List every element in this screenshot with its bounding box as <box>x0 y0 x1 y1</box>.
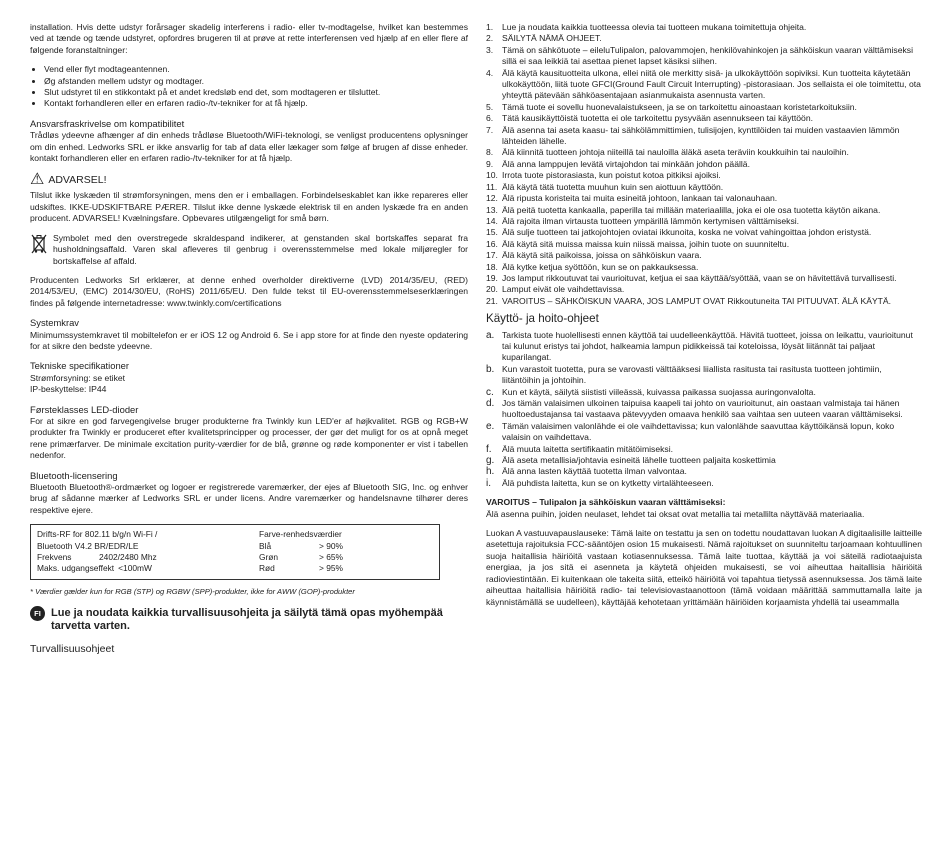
item-number: 7. <box>486 124 494 135</box>
item-text: Jos tämän valaisimen ulkoinen taipuisa kaapeli tai johto on vaurioitunut, ain oastaan valmistaja tai hänen huoltoedustajansa tai vastaava pätevyyden omaava henkilö saa vaihtaa sen uuteen vaaran välttämiseksi. <box>502 398 903 420</box>
item-number: 19. <box>486 272 498 283</box>
list-item <box>486 227 922 238</box>
item-number: c. <box>486 386 494 398</box>
list-item <box>486 147 922 158</box>
color-value: > 65% <box>319 552 343 563</box>
item-text: Kun et käytä, säilytä siististi viileässä, kuivassa paikassa suojassa auringonvalolta. <box>502 386 816 397</box>
item-number: e. <box>486 420 495 432</box>
item-text: Lamput eivät ole vaihdettavissa. <box>502 284 625 295</box>
rf-line: Drifts-RF for 802.11 b/g/n Wi-Fi / <box>37 529 158 540</box>
safety-list <box>486 22 922 307</box>
specs-table <box>30 524 440 580</box>
color-row <box>259 552 433 563</box>
weee-paragraph: Symbolet med den overstregede skraldespand indikerer, at genstanden skal bortskaffes separat fra husholdningsaffald. Varen skal afleveres til genbrug i overensstemmelse med lokale miljøregler for bortskaffelse af affald. <box>53 232 468 266</box>
rf-line: Bluetooth V4.2 BR/EDR/LE <box>37 540 139 551</box>
item-text: Älä puhdista laitetta, kun se on kytketty virtalähteeseen. <box>502 477 714 488</box>
item-text: Tarkista tuote huolellisesti ennen käyttöä tai uudelleenkäyttöä. Hävitä tuotteet, joissa on leikattu, vaurioitunut tai kulunut eristys tai johdot, halkeamia lampun pidikkeissä tai koteloissa, löysät liitännät tai paljaat kuparilangat. <box>502 329 913 363</box>
item-text: Tämän valaisimen valonlähde ei ole vaihdettavissa; kun valonlähde saavuttaa käyttöikänsä lopun, koko valaisin on vaihdettava. <box>502 420 895 443</box>
led-paragraph: For at sikre en god farvegengivelse bruger produkterne fra Twinkly kun LED'er af højkvalitet. RGB og RGB+W produkter fra Twinkly er produceret efter kvalitetsprincipper og processer, der gør det muligt for os at opnå meget rene primærfarver. De minimale excitation purity-værdier for de blå, grønne og røde komponenter er vist i tabellen nedenfor. <box>30 415 468 461</box>
list-item: • Øg afstanden mellem udstyr og modtager. <box>44 76 468 87</box>
list-item: • Slut udstyret til en stikkontakt på et andet kredsløb end det, som modtageren er tilsluttet. <box>44 87 468 98</box>
item-number: 6. <box>486 113 494 124</box>
colors-title: Farve-renhedsværdier <box>259 529 342 540</box>
warning-paragraph: Tilslut ikke lyskæden til strømforsyningen, mens den er i emballagen. Forbindelseskablet kan ikke repareres eller udskiftes. IKKE-UDSKIFTBARE PÆRER. Tilslut ikke denne lyskæde elektrisk til en anden lyskæde fra en anden producent. ADVARSEL! Kvælningsfare. Opbevares utilgængeligt for små børn. <box>30 190 468 224</box>
item-number: 14. <box>486 215 498 226</box>
safety-heading: Turvallisuusohjeet <box>30 643 115 656</box>
list-item <box>486 455 922 466</box>
item-number: 20. <box>486 284 498 295</box>
left-column <box>30 22 468 656</box>
rf-specs-cell <box>31 525 254 580</box>
color-name: Rød <box>259 563 275 574</box>
item-text: Jos lamput rikkoutuvat tai vaurioituvat, ketjua ei saa käyttää/syöttää, vaan se on hävitettävä turvallisesti. <box>502 272 897 283</box>
item-text: Älä ripusta koristeita tai muita esineitä johtoon, lankaan tai valonauhaan. <box>502 193 778 204</box>
item-number: 11. <box>486 181 498 192</box>
tech-heading: Tekniske specifikationer <box>30 360 130 372</box>
led-heading: Førsteklasses LED-dioder <box>30 403 139 415</box>
list-item <box>486 68 922 102</box>
bt-heading: Bluetooth-licensering <box>30 469 118 481</box>
item-text: Älä anna lasten käyttää tuotetta ilman valvontaa. <box>502 466 687 477</box>
list-item <box>486 330 922 364</box>
freq-value: 2402/2480 Mhz <box>99 552 157 563</box>
power-row <box>37 563 247 574</box>
list-item <box>486 102 922 113</box>
list-item <box>486 421 922 444</box>
item-text: Älä muuta laitetta sertifikaatin mitätöimiseksi. <box>502 443 673 454</box>
item-number: 9. <box>486 158 494 169</box>
color-value: > 95% <box>319 563 343 574</box>
list-item <box>486 250 922 261</box>
weee-block <box>30 233 468 267</box>
item-text: Älä käytä sitä paikoissa, joissa on sähköiskun vaara. <box>502 250 702 261</box>
item-text: SÄILYTÄ NÄMÄ OHJEET. <box>502 33 602 44</box>
right-column <box>486 22 922 616</box>
care-heading: Käyttö- ja hoito-ohjeet <box>486 312 599 326</box>
list-item <box>486 113 922 124</box>
item-text: Älä käytä tätä tuotetta muuhun kuin sen aiottuun käyttöön. <box>502 181 724 192</box>
caution-heading: VAROITUS – Tulipalon ja sähköiskun vaaran välttämiseksi: <box>486 497 726 508</box>
color-purity-cell <box>253 525 440 580</box>
list-item <box>486 182 922 193</box>
fi-heading: Lue ja noudata kaikkia turvallisuusohjeita ja säilytä tämä opas myöhempää tarvetta varten. <box>51 607 443 632</box>
list-item <box>486 170 922 181</box>
color-row <box>259 563 433 574</box>
tech-line: IP-beskyttelse: IP44 <box>30 384 107 395</box>
table-footnote: * Værdier gælder kun for RGB (STP) og RGBW (SPP)-produkter, ikke for AWW (GOP)-produkter <box>30 586 355 596</box>
color-name: Blå <box>259 540 272 551</box>
list-item <box>486 273 922 284</box>
item-number: 5. <box>486 101 494 112</box>
disclaimer-paragraph: Trådløs ydeevne afhænger af din enheds trådløse Bluetooth/WiFi-teknologi, se venligst producentens oplysninger om din enhed. Ledworks SRL er ikke ansvarlig for tab af data eller lækager som følge af brugen af disse enheder. kontakt forhandleren eller en erfaren radio-/tv-tekniker for at få hjælp. <box>30 130 468 164</box>
item-number: 8. <box>486 147 494 158</box>
item-number: 17. <box>486 250 498 261</box>
item-number: 21. <box>486 295 498 306</box>
list-item <box>486 466 922 477</box>
color-name: Grøn <box>259 552 279 563</box>
list-item <box>486 22 922 33</box>
item-text: Älä kiinnitä tuotteen johtoja niiteillä tai nauloilla äläkä aseta teräviin koukkuihin tai nauloihin. <box>502 147 849 158</box>
list-item <box>486 33 922 44</box>
item-text: Älä rajoita ilman virtausta tuotteen ympärillä lämmön kertymisen välttämiseksi. <box>502 215 800 226</box>
doc-paragraph: Producenten Ledworks Srl erklærer, at denne enhed overholder direktiverne (LVD) 2014/35/EU, (RED) 2014/53/EU, (EMC) 2014/30/EU, (RoHS) 2011/65/EU. Den fulde tekst til EU-overensstemmelseserklæringen findes på følgende internetadresse: www.twinkly.com/certifications <box>30 274 468 308</box>
item-number: h. <box>486 466 495 478</box>
list-item <box>486 364 922 387</box>
bt-paragraph: Bluetooth Bluetooth®-ordmærket og logoer er registrerede varemærker, der ejes af Bluetooth SIG, Inc. og enhver brug af sådanne mærker af Ledworks SRL er under licens. Andre varemærker og handelsnavne tilhører deres respektive ejere. <box>30 482 468 515</box>
list-item <box>486 239 922 250</box>
item-number: 15. <box>486 227 498 238</box>
fcc-paragraph: Luokan A vastuuvapauslauseke: Tämä laite on testattu ja sen on todettu noudattavan luokan A digitaalisille laitteille asetettuja rajoituksia FCC-sääntöjen osion 15 mukaisesti. Nämä rajoitukset on suunniteltu tarjoamaan kohtuullinen suoja haitallisia häiriöitä vastaan kotiasennuksessa. Tämä laite tuottaa, käyttää ja voi säteilä radiotaajuista energiaa, ja jos sitä ei asenneta ja käytetä ohjeiden mukaisesti, se voi aiheuttaa haitallisia häiriöitä radioviestintään. Ei kuitenkaan ole takeita siitä, etteikö häiriöitä voi tapahtua tietyssä asennuksessa. Jos tämä laite aiheuttaa haitallisia häiriöitä radio- tai televisiovastaanottoon (tämä voidaan määrittää sammuttamalla laite ja käynnistämällä se uudelleen), käyttäjää kehotetaan yrittämään häiriöiden korjaamista yhdellä tai useammalla <box>486 528 922 607</box>
item-text: Älä kytke ketjua syöttöön, kun se on pakkauksessa. <box>502 261 699 272</box>
item-text: Älä sulje tuotteen tai jatkojohtojen oviatai ikkunoita, koska ne voivat vahingoittaa johdon eristystä. <box>502 227 872 238</box>
item-number: 12. <box>486 193 498 204</box>
item-number: 4. <box>486 67 494 78</box>
intro-paragraph: installation. Hvis dette udstyr forårsager skadelig interferens i radio- eller tv-modtagelse, hvilket kan bestemmes ved at tænde og tænde udstyret, opfordres brugeren til at prøve at rette interferensen ved hjælp af en eller flere af følgende foranstaltninger: <box>30 22 468 55</box>
item-text: Älä peitä tuotetta kankaalla, paperilla tai millään materiaalilla, joka ei ole osa tuotetta käytön aikana. <box>502 204 881 215</box>
item-text: Kun varastoit tuotetta, pura se varovasti välttääksesi liiallista rasitusta tai rasitusta tuotteen johtimiin, liitäntöihin ja johtoihin. <box>502 363 882 386</box>
item-number: 16. <box>486 238 498 249</box>
tech-line: Strømforsyning: se etiket <box>30 372 126 383</box>
warning-heading <box>30 172 468 188</box>
item-text: Älä asenna tai aseta kaasu- tai sähkölämmittimien, tulisijojen, kynttilöiden tai muiden vastaavien lämmön lähteiden lähelle. <box>502 124 900 147</box>
list-item <box>486 216 922 227</box>
item-number: f. <box>486 443 492 455</box>
item-number: d. <box>486 398 495 409</box>
item-text: Älä käytä sitä muissa maissa kuin niissä maissa, joihin tuote on suunniteltu. <box>502 238 790 249</box>
list-item: • Kontakt forhandleren eller en erfaren radio-/tv-tekniker for at få hjælp. <box>44 98 468 109</box>
item-text: Irrota tuote pistorasiasta, kun poistut kotoa pitkiksi ajoiksi. <box>502 170 721 181</box>
fi-heading-block <box>30 607 468 632</box>
disclaimer-heading: Ansvarsfraskrivelse om kompatibilitet <box>30 117 185 129</box>
list-item <box>486 159 922 170</box>
item-number: 10. <box>486 170 498 181</box>
crossed-bin-icon <box>30 233 48 255</box>
item-text: Lue ja noudata kaikkia tuotteessa olevia tai tuotteen mukana toimitettuja ohjeita. <box>502 22 807 32</box>
item-number: 13. <box>486 204 498 215</box>
sysreq-paragraph: Minimumssystemkravet til mobiltelefon er er iOS 12 og Android 6. Se i app store for at finde den nyeste opdatering for at sikre den bedste ydeevne. <box>30 329 468 351</box>
list-item <box>486 125 922 148</box>
item-number: a. <box>486 329 495 341</box>
list-item <box>486 205 922 216</box>
care-list <box>486 330 922 490</box>
item-number: 2. <box>486 33 494 44</box>
item-text: Tämä tuote ei sovellu huonevalaistukseen, ja se on tarkoitettu ainoastaan koristetarkoituksiin. <box>502 101 857 112</box>
list-item <box>486 444 922 455</box>
item-text: Tätä kausikäyttöistä tuotetta ei ole tarkoitettu pysyvään asennukseen tai käyttöön. <box>502 113 813 124</box>
item-number: g. <box>486 455 495 467</box>
item-text: Älä anna lamppujen levätä virtajohdon tai minkään johdon päällä. <box>502 158 750 169</box>
list-item <box>486 284 922 295</box>
color-value: > 90% <box>319 540 343 551</box>
language-badge: FI <box>30 606 45 621</box>
sysreq-heading: Systemkrav <box>30 317 79 329</box>
item-number: 18. <box>486 261 498 272</box>
item-text: Älä aseta metallisia/johtavia esineitä lähelle tuotteen paljaita koskettimia <box>502 455 776 466</box>
item-number: 3. <box>486 44 494 55</box>
power-label: Maks. udgangseffekt <box>37 563 115 574</box>
freq-row <box>37 552 247 563</box>
measures-list <box>30 64 468 110</box>
item-number: i. <box>486 477 491 489</box>
list-item <box>486 296 922 307</box>
list-item <box>486 478 922 489</box>
item-text: Älä käytä kausituotteita ulkona, ellei niitä ole merkitty sisä- ja ulkokäyttöön sopiviksi. Kun tuotteita käytetään ulkokäyttöön, liitä tuote GFCI(Ground Fault Circuit Interrupting) -pistorasiaan. Jos sellaista ei ole toimitettu, ota yhteyttä pätevään sähköasentajaan asianmukaista asennusta varten. <box>502 67 921 101</box>
item-text: Tämä on sähkötuote – eileluTulipalon, palovammojen, henkilövahinkojen ja sähköiskun vaaran välttämiseksi sillä ei saa leikkiä tai asettaa pienet lapset käsiksi siihen. <box>502 44 913 67</box>
freq-label: Frekvens <box>37 552 72 563</box>
list-item <box>486 193 922 204</box>
caution-paragraph: Älä asenna puihin, joiden neulaset, lehdet tai oksat ovat metallia tai metallilta näyttävää materiaalia. <box>486 508 865 519</box>
item-text: VAROITUS – SÄHKÖISKUN VAARA, JOS LAMPUT OVAT Rikkoutuneita TAI PITUUVAT. ÄLÄ KÄYTÄ. <box>502 295 892 306</box>
warning-triangle-icon: ⚠ <box>30 171 45 189</box>
warning-title: ADVARSEL! <box>48 173 107 186</box>
item-number: b. <box>486 363 495 375</box>
list-item <box>486 398 922 421</box>
list-item <box>486 45 922 68</box>
color-row <box>259 541 433 552</box>
list-item <box>486 262 922 273</box>
power-value: <100mW <box>118 563 152 574</box>
list-item <box>486 387 922 398</box>
item-number: 1. <box>486 22 494 32</box>
list-item: • Vend eller flyt modtageantennen. <box>44 64 468 75</box>
